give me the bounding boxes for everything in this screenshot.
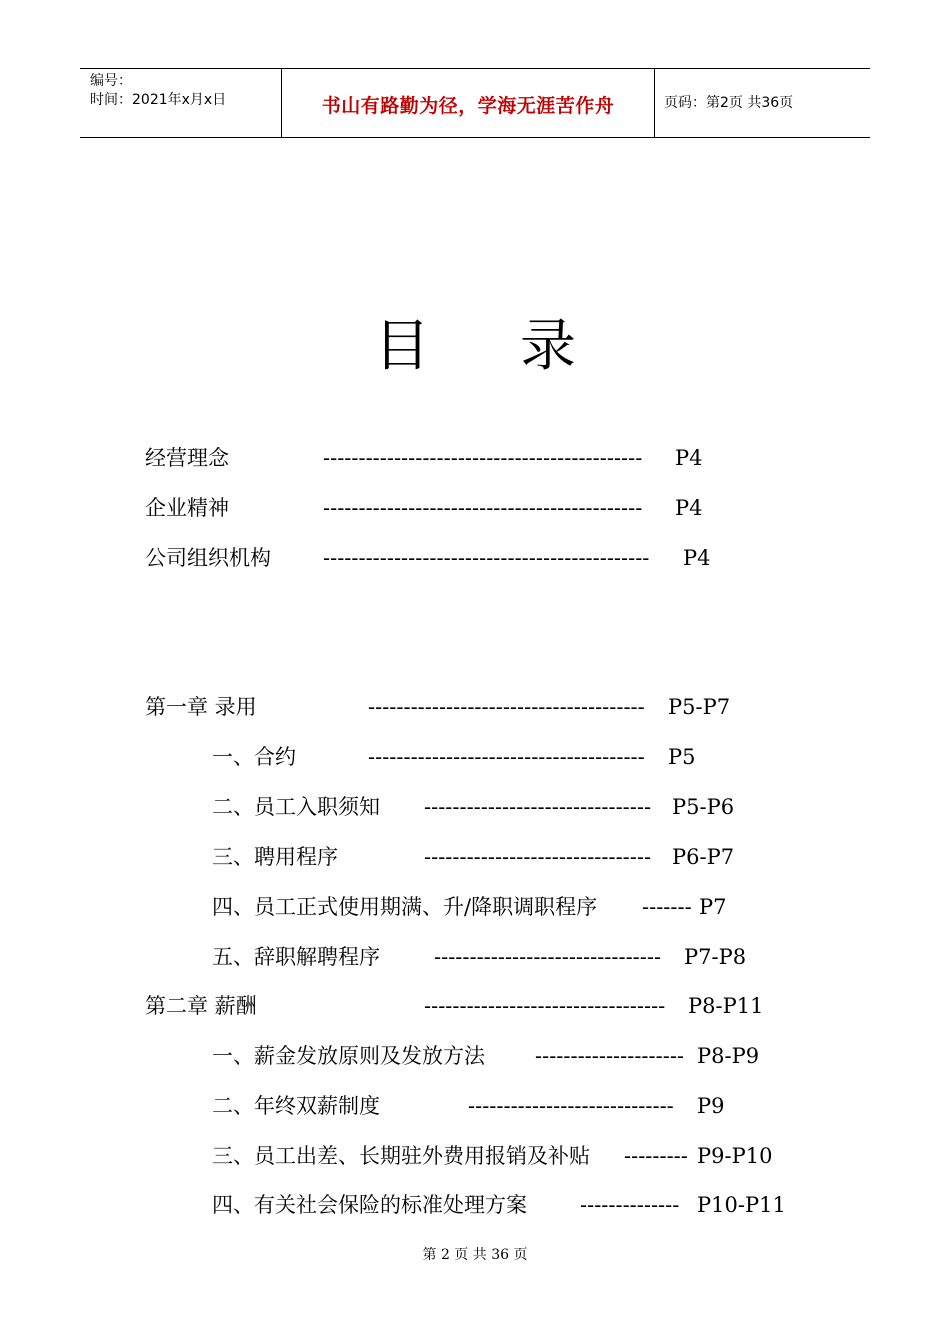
toc-entry-leader: ------- <box>642 895 692 919</box>
toc-entry-label: 经营理念 <box>145 446 229 470</box>
toc-entry-label: 公司组织机构 <box>145 546 271 570</box>
header-page-label: 页码：第2页 共36页 <box>664 95 794 111</box>
header-page-cell <box>655 69 870 137</box>
toc-entry-page: P8-P9 <box>697 1044 760 1068</box>
document-time-label: 时间：2021年x月x日 <box>90 92 227 108</box>
toc-entry-label: 四、员工正式使用期满、升/降职调职程序 <box>212 895 598 919</box>
header-motto: 书山有路勤为径，学海无涯苦作舟 <box>321 95 615 117</box>
document-number-label: 编号： <box>90 73 132 89</box>
toc-entry-page: P4 <box>675 496 703 520</box>
header-meta-cell <box>80 69 282 137</box>
toc-entry-page: P4 <box>683 546 711 570</box>
toc-entry-leader: --------------------------------------- <box>368 695 645 719</box>
toc-entry-leader: ---------------------------------- <box>424 994 666 1018</box>
toc-entry-leader: -------------------------------- <box>424 795 652 819</box>
toc-entry-leader: ---------------------------------------------- <box>323 546 650 570</box>
toc-entry-label: 三、聘用程序 <box>212 845 338 869</box>
toc-entry-page: P7 <box>699 895 727 919</box>
page-title <box>0 312 950 382</box>
toc-entry-page: P5-P7 <box>668 695 731 719</box>
title-char-1: 目 <box>374 314 430 379</box>
toc-entry-leader: -------------------------------- <box>424 845 652 869</box>
toc-entry-label: 三、员工出差、长期驻外费用报销及补贴 <box>212 1144 590 1168</box>
toc-entry-label: 二、年终双薪制度 <box>212 1094 380 1118</box>
header-motto-cell <box>282 69 655 137</box>
title-char-2: 录 <box>520 314 576 379</box>
toc-entry-label: 五、辞职解聘程序 <box>212 945 380 969</box>
toc-entry-page: P6-P7 <box>672 845 735 869</box>
toc-entry-leader: ----------------------------- <box>468 1094 674 1118</box>
toc-entry-leader: -------------- <box>580 1193 680 1217</box>
toc-entry-leader: --------------------------------------------- <box>323 446 643 470</box>
toc-entry-leader: --------- <box>624 1144 688 1168</box>
page-footer: 第 2 页 共 36 页 <box>422 1247 528 1263</box>
toc-entry-page: P4 <box>675 446 703 470</box>
toc-entry-leader: -------------------------------- <box>434 945 662 969</box>
toc-entry-page: P5 <box>668 745 696 769</box>
toc-entry-label: 二、员工入职须知 <box>212 795 380 819</box>
page-header <box>80 68 870 138</box>
toc-entry-label: 一、薪金发放原则及发放方法 <box>212 1044 485 1068</box>
toc-entry-page: P8-P11 <box>688 994 764 1018</box>
toc-entry-label: 第二章 薪酬 <box>145 994 257 1018</box>
toc-entry-page: P5-P6 <box>672 795 735 819</box>
toc-entry-leader: --------------------------------------------- <box>323 496 643 520</box>
toc-entry-leader: --------------------- <box>535 1044 685 1068</box>
toc-entry-label: 一、合约 <box>212 745 296 769</box>
toc-entry-page: P9 <box>697 1094 725 1118</box>
toc-entry-page: P7-P8 <box>684 945 747 969</box>
toc-entry-label: 四、有关社会保险的标准处理方案 <box>212 1193 527 1217</box>
toc-entry-label: 企业精神 <box>145 496 229 520</box>
toc-entry-page: P10-P11 <box>697 1193 786 1217</box>
toc-entry-label: 第一章 录用 <box>145 695 257 719</box>
toc-entry-leader: --------------------------------------- <box>368 745 645 769</box>
toc-entry-page: P9-P10 <box>697 1144 773 1168</box>
